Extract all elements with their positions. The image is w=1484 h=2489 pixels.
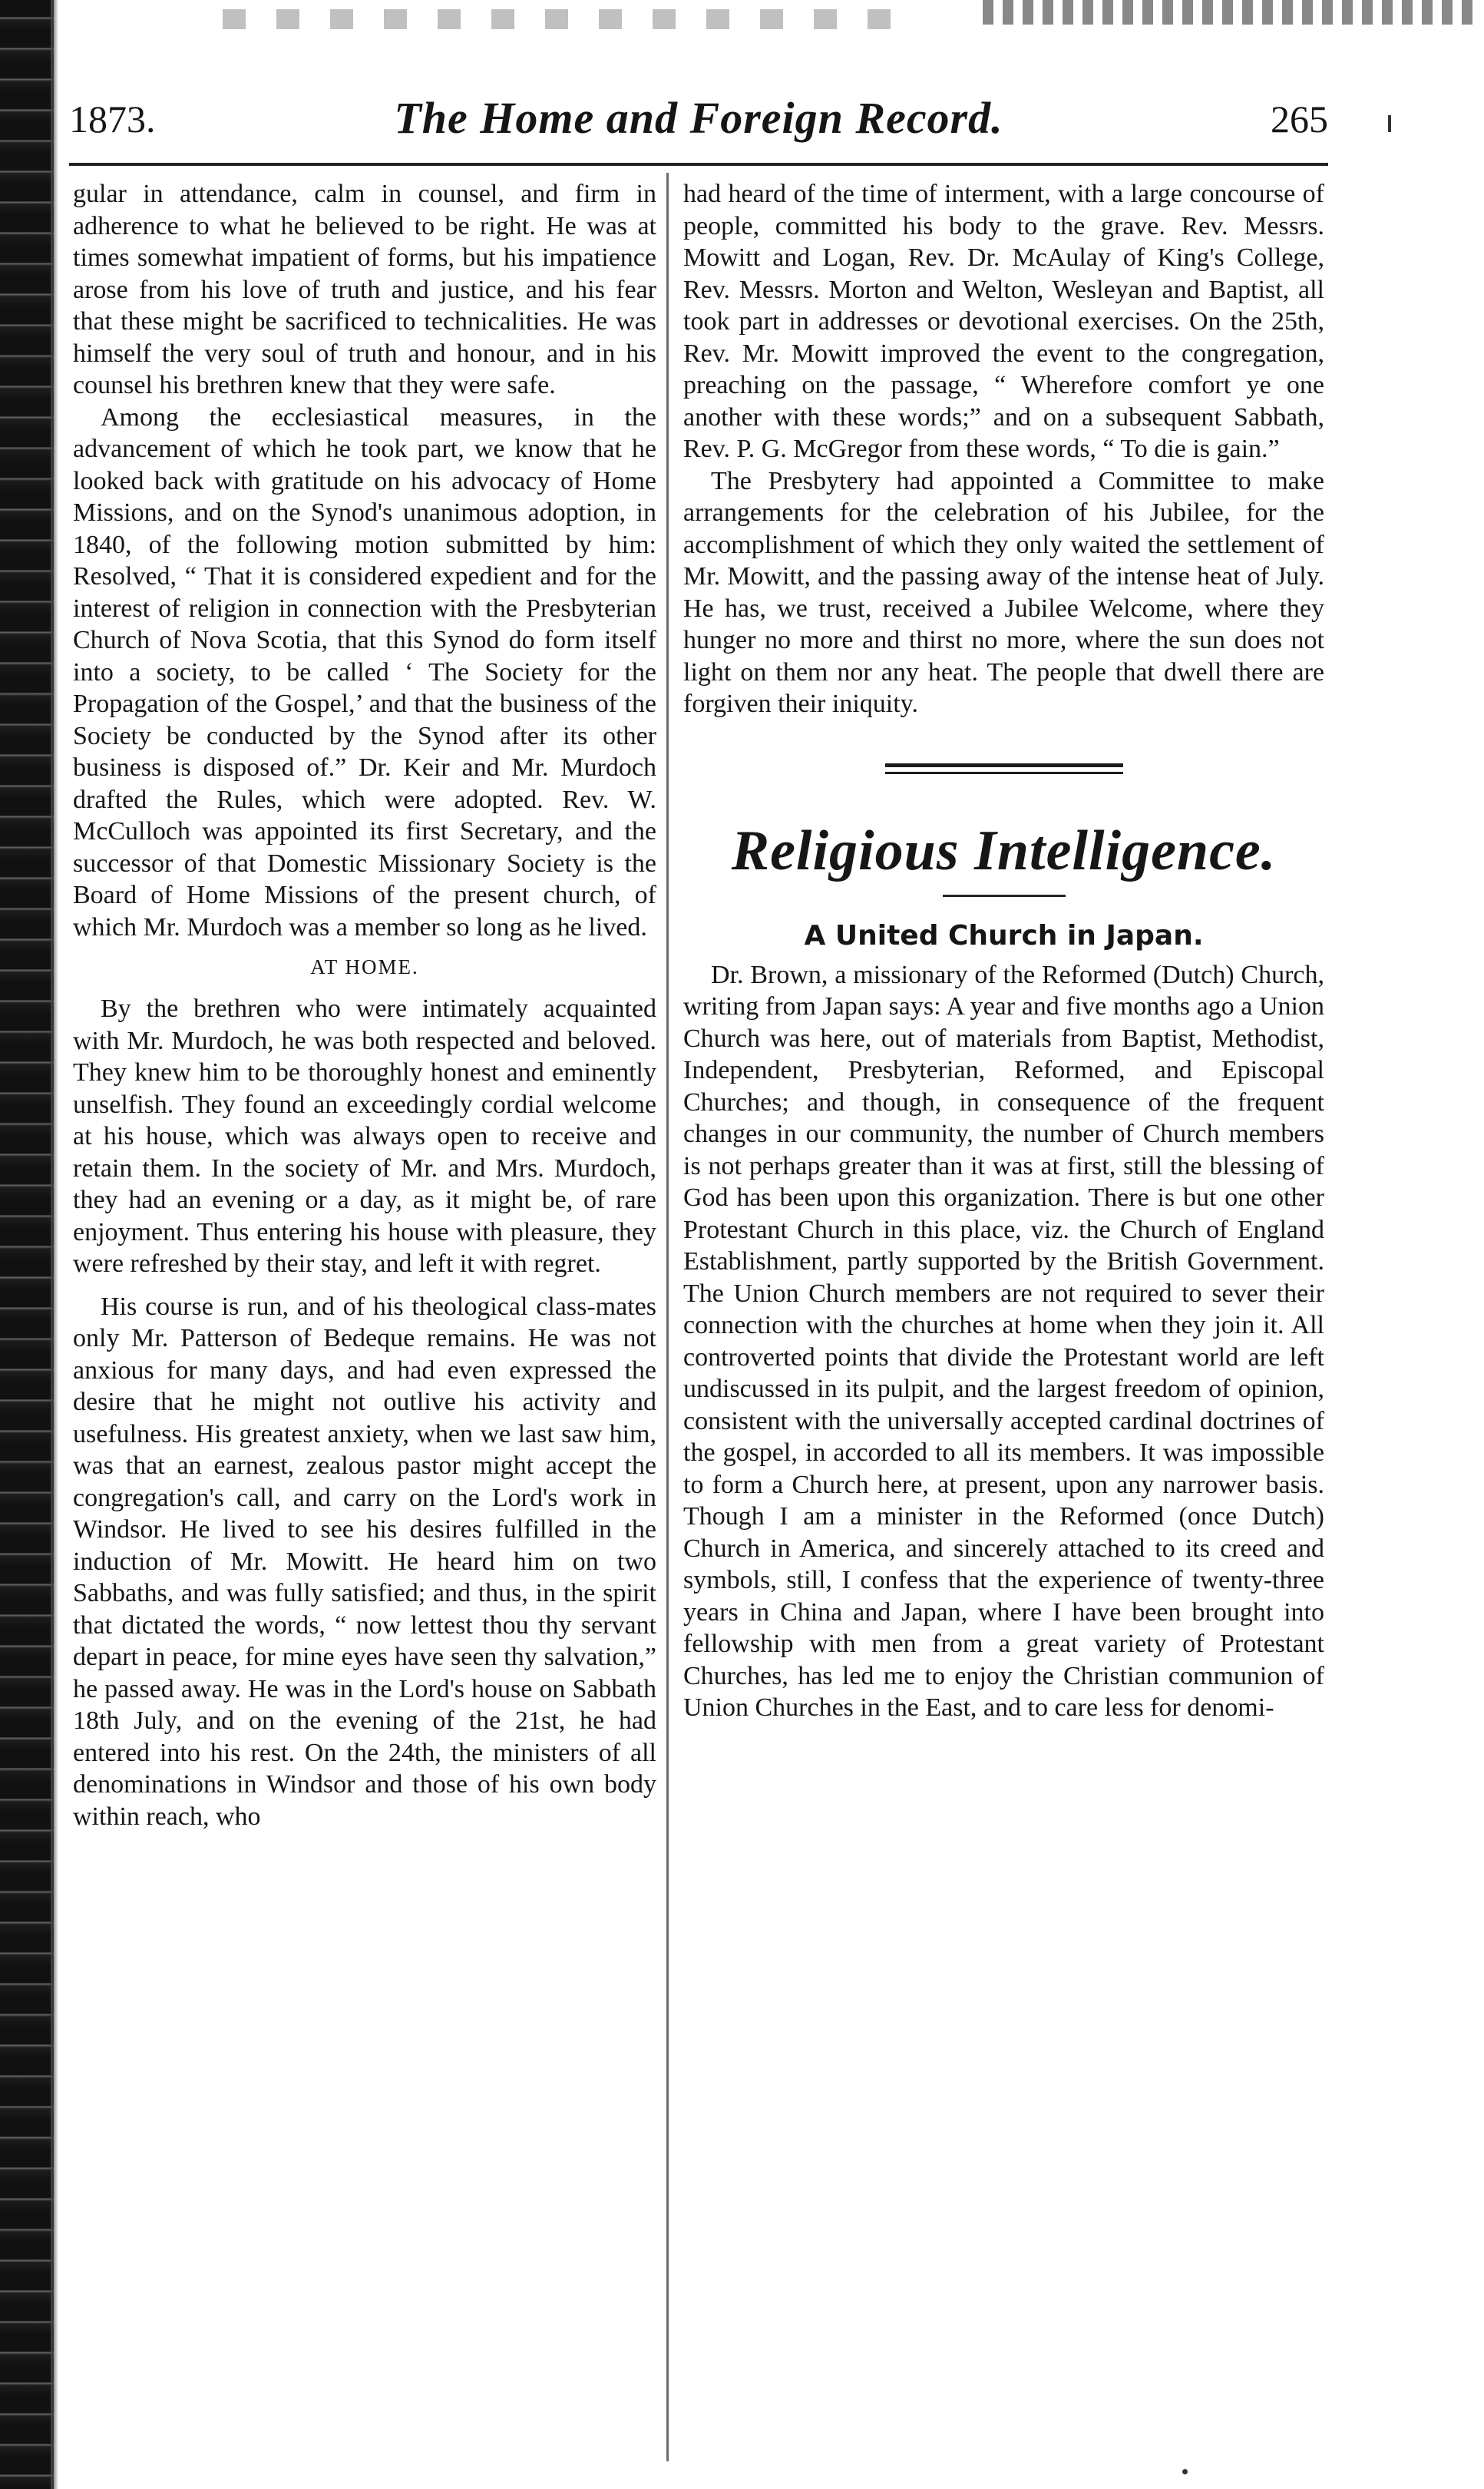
body-paragraph: Among the ecclesiastical measures, in the advancement of which he took part, we know that he looked back with gratitude on his advocacy of Home Missions, and on the Synod's unanimous adoption, in 1840, of the following motion submitted by him: Resolved, “ That it is considered expedient and for the interest of religion in connection with the Presbyterian Church of Nova Scotia, that this Synod do form itself into a society, to be called ‘ The Society for the Propagation of the Gospel,’ and that the business of the Society be conducted by the Synod after its other business is disposed of.” Dr. Keir and Mr. Murdoch drafted the Rules, which were adopted. Rev. W. McCulloch was appointed its first Secretary, and the successor of that Domestic Missionary Society is the Board of Home Missions of the present church, of which Mr. Murdoch was a member so long as he lived. — [73, 402, 656, 942]
heading-rule — [943, 895, 1066, 897]
scan-mark — [1182, 2469, 1188, 2474]
section-heading: Religious Intelligence. — [731, 819, 1277, 882]
subheading-at-home: AT HOME. — [310, 955, 419, 978]
scan-mark — [1388, 115, 1391, 132]
article-paragraph: Dr. Brown, a missionary of the Reformed (Dutch) Church, writing from Japan says: A year and five months ago a Union Church was here, out of materials from Baptist, Methodist, Independent, Presbyterian, Reformed, and Episcopal Churches; and though, in consequence of the frequent changes in our community, the number of Church members is not perhaps greater than it was at first, still the blessing of God has been upon this organization. There is but one other Protestant Church in this place, viz. the Church of England Establishment, partly supported by the British Government. The Union Church members are not required to sever their connection with the churches at home when they join it. All controverted points that divide the Protestant world are left undiscussed in its pulpit, and the largest freedom of opinion, consistent with the universally accepted cardinal doctrines of the gospel, in accorded to all its members. It was impossible to form a Church here, at present, upon any narrower basis. Though I am a minister in the Reformed (once Dutch) Church in America, and sincerely attached to its creed and symbols, still, I confess that the experience of twenty-three years in China and Japan, where I have been brought into fellowship with men from a great variety of Protestant Churches, has led me to enjoy the Christian communion of Union Churches in the East, and to care less for denomi- — [683, 960, 1324, 1722]
header-rule — [69, 163, 1328, 166]
scan-smudge — [983, 0, 1474, 25]
right-column — [683, 178, 1324, 1724]
running-header — [69, 91, 1328, 160]
scan-smudge — [223, 9, 898, 29]
spine-edge-shadow — [51, 0, 58, 2489]
body-paragraph: gular in attendance, calm in counsel, and firm in adherence to what he believed to be right. He was at times somewhat impatient of forms, but his impatience arose from his love of truth and justice, and his fear that these might be sacrificed to technicalities. He was himself the very soul of truth and honour, and in his counsel his brethren knew that they were safe. — [73, 180, 656, 399]
section-double-rule — [885, 763, 1123, 774]
header-year: 1873. — [69, 98, 156, 141]
article-title: A United Church in Japan. — [804, 919, 1204, 952]
body-paragraph: The Presbytery had appointed a Committee to make arrangements for the celebration of his Jubilee, for the accomplishment of which they only waited the settlement of Mr. Mowitt, and the passing away of the intense heat of July. He has, we trust, received a Jubilee Welcome, where they hunger no more and thirst no more, where the sun does not light on them nor any heat. The people that dwell there are forgiven their iniquity. — [683, 466, 1324, 718]
body-paragraph: His course is run, and of his theological class-mates only Mr. Patterson of Bedeque remains. He was not anxious for many days, and had even expressed the desire that he might not outlive his activity and usefulness. His greatest anxiety, when we last saw him, was that an earnest, zealous pastor might accept the congregation's call, and carry on the Lord's work in Windsor. He lived to see his desires fulfilled in the induction of Mr. Mowitt. He heard him on two Sabbaths, and was fully satisfied; and thus, in the spirit that dictated the words, “ now lettest thou thy servant depart in peace, for mine eyes have seen thy salvation,” he passed away. He was in the Lord's house on Sabbath 18th July, and on the evening of the 21st, he had entered into his rest. On the 24th, the ministers of all denominations in Windsor and those of his own body within reach, who — [73, 1292, 656, 1831]
body-paragraph: had heard of the time of interment, with a large concourse of people, committed his body to the grave. Rev. Messrs. Mowitt and Logan, Rev. Dr. McAulay of King's College, Rev. Messrs. Morton and Welton, Wesleyan and Baptist, all took part in addresses or devotional exercises. On the 25th, Rev. Mr. Mowitt improved the event to the congregation, preaching on the passage, “ Wherefore comfort ye one another with these words;” and on a subsequent Sabbath, Rev. P. G. McGregor from these words, “ To die is gain.” — [683, 180, 1324, 463]
header-title: The Home and Foreign Record. — [394, 93, 1003, 143]
header-page-number: 265 — [1271, 98, 1328, 141]
book-spine-shadow — [0, 0, 54, 2489]
body-paragraph: By the brethren who were intimately acquainted with Mr. Murdoch, he was both respected and beloved. They knew him to be thoroughly honest and eminently unselfish. They found an exceedingly cordial welcome at his house, which was always open to receive and retain them. In the society of Mr. and Mrs. Murdoch, they had an evening or a day, as it might be, of rare enjoyment. Thus entering his house with pleasure, they were refreshed by their stay, and left it with regret. — [73, 995, 656, 1278]
left-column — [73, 178, 656, 1832]
column-divider — [666, 173, 669, 2461]
